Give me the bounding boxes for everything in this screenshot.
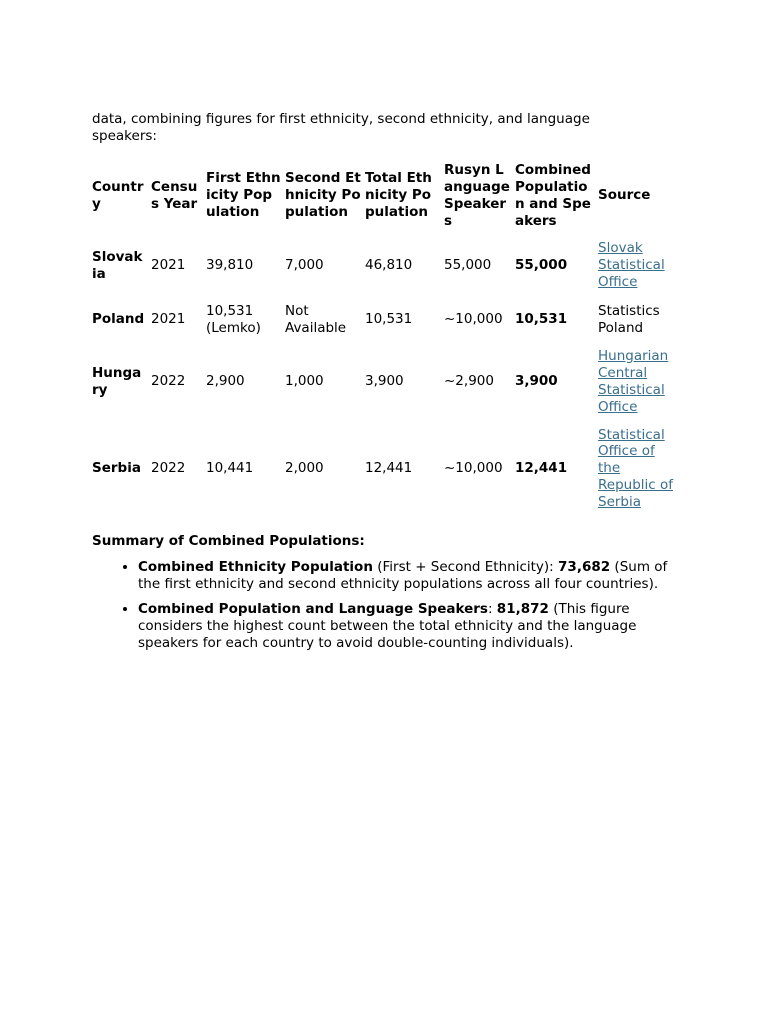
document-page <box>92 111 682 661</box>
table-row <box>92 347 682 417</box>
summary-value: 81,872 <box>496 601 549 618</box>
header-source: Source <box>598 187 651 204</box>
cell-year: 2021 <box>151 257 186 274</box>
cell-speakers: ~10,000 <box>444 311 503 328</box>
cell-source <box>598 347 682 417</box>
cell-country: Slovakia <box>92 248 143 282</box>
summary-label: Combined Population and Language Speakers <box>138 601 488 618</box>
summary-value: 73,682 <box>558 558 611 575</box>
header-combined: Combined Population and Speakers <box>515 162 591 229</box>
header-second-ethnicity: Second Ethnicity Population <box>285 170 361 221</box>
cell-second: 7,000 <box>285 257 324 274</box>
cell-speakers: ~2,900 <box>444 373 494 390</box>
cell-country: Hungary <box>92 364 142 398</box>
summary-rest: (Sum of the first ethnicity and second ethnicity populations across all four countries). <box>138 558 668 592</box>
list-item <box>138 601 682 652</box>
summary-rest: (This figure considers the highest count between the total ethnicity and the language speakers for each country to avoid double-counting individuals). <box>138 601 637 652</box>
census-table <box>92 153 682 521</box>
summary-heading: Summary of Combined Populations: <box>92 532 365 549</box>
table-row <box>92 293 682 347</box>
cell-country: Poland <box>92 311 145 328</box>
cell-year: 2021 <box>151 311 186 328</box>
header-country: Country <box>92 178 144 212</box>
cell-country: Serbia <box>92 460 141 477</box>
cell-second: Not Available <box>285 302 347 336</box>
cell-combined: 12,441 <box>515 460 568 477</box>
cell-first: 10,441 <box>206 460 254 477</box>
summary-list <box>92 559 682 652</box>
list-item <box>138 559 682 593</box>
cell-first: 39,810 <box>206 257 254 274</box>
cell-year: 2022 <box>151 460 186 477</box>
cell-combined: 3,900 <box>515 373 558 390</box>
cell-total: 3,900 <box>365 373 404 390</box>
cell-source <box>598 417 682 521</box>
summary-label: Combined Ethnicity Population <box>138 558 373 575</box>
cell-source-text: Statistics Poland <box>598 302 660 336</box>
cell-total: 10,531 <box>365 311 413 328</box>
cell-speakers: 55,000 <box>444 257 492 274</box>
source-link-serbia[interactable]: Statistical Office of the Republic of Serbia <box>598 426 674 511</box>
source-link-hungarian[interactable]: Hungarian Central Statistical Office <box>598 348 669 415</box>
cell-total: 46,810 <box>365 257 413 274</box>
cell-source <box>598 239 682 293</box>
header-rusyn-speakers: Rusyn Language Speakers <box>444 162 510 229</box>
cell-combined: 10,531 <box>515 311 568 328</box>
table-header-row <box>92 153 682 239</box>
summary-mid: (First + Second Ethnicity): <box>372 558 559 575</box>
header-first-ethnicity: First Ethnicity Population <box>206 170 281 221</box>
header-total-ethnicity: Total Ethnicity Population <box>365 170 432 221</box>
cell-second: 2,000 <box>285 460 324 477</box>
cell-speakers: ~10,000 <box>444 460 503 477</box>
cell-first: 10,531 (Lemko) <box>206 302 261 336</box>
intro-text: data, combining figures for first ethnicity, second ethnicity, and language speakers: <box>92 111 590 144</box>
cell-combined: 55,000 <box>515 257 568 274</box>
source-link-slovak[interactable]: Slovak Statistical Office <box>598 240 665 291</box>
header-census-year: Census Year <box>151 178 198 212</box>
cell-second: 1,000 <box>285 373 324 390</box>
summary-mid: : <box>487 601 497 618</box>
cell-year: 2022 <box>151 373 186 390</box>
cell-first: 2,900 <box>206 373 245 390</box>
cell-total: 12,441 <box>365 460 413 477</box>
table-row <box>92 239 682 293</box>
table-row <box>92 417 682 521</box>
